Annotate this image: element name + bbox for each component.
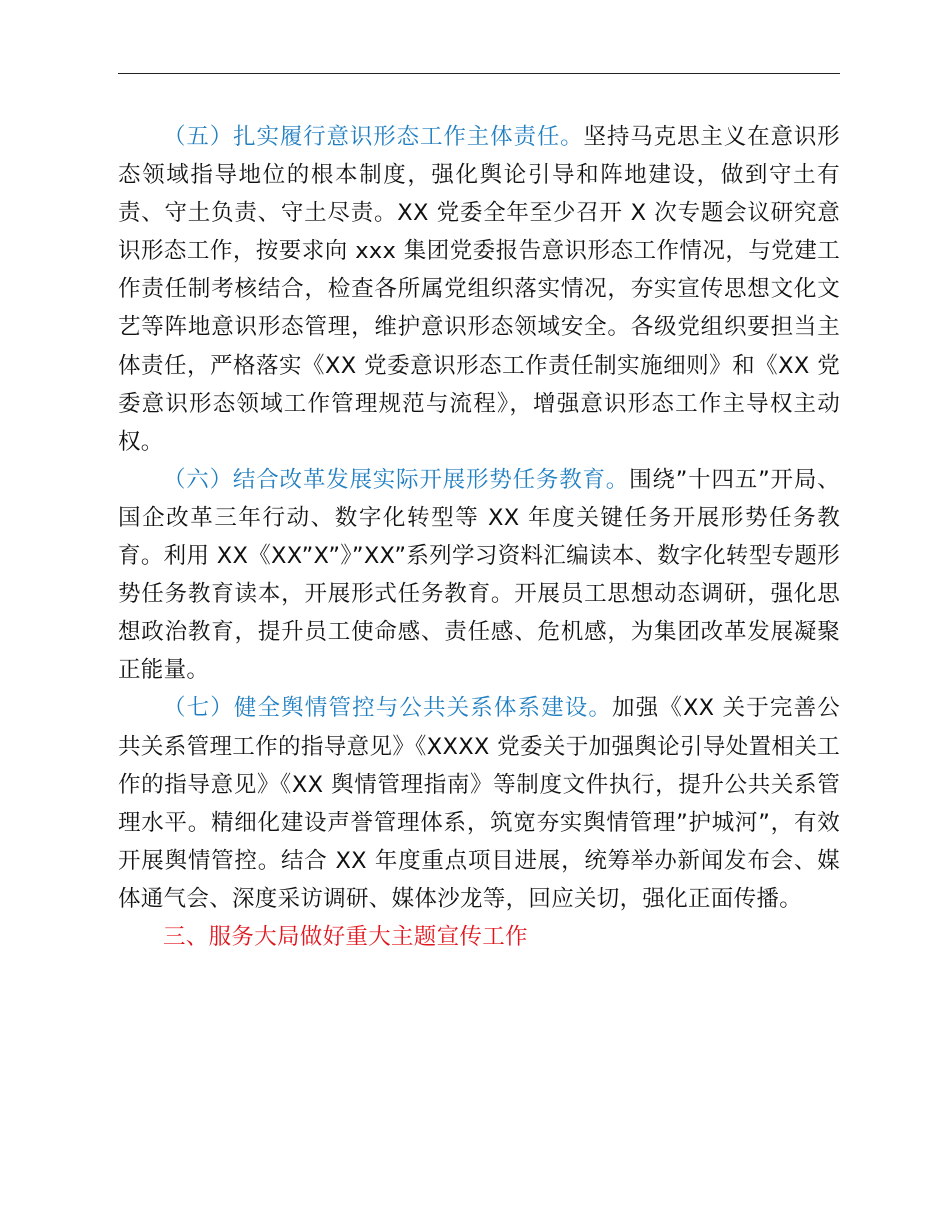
paragraph-six-lead: （六）结合改革发展实际开展形势任务教育。 — [163, 466, 630, 493]
paragraph-five-lead: （五）扎实履行意识形态工作主体责任。 — [163, 124, 584, 150]
header-rule — [118, 73, 840, 74]
paragraph-five-body: 坚持马克思主义在意识形态领域指导地位的根本制度，强化舆论引导和阵地建设，做到守土有责、守土负责、守土尽责。XX 党委全年至少召开 X 次专题会议研究意识形态工作，按要求向 xxx 集团党委报告意识形态工作情况，与党建工作责任制考核结合，检查各所属党组织落实情况，夯实宣传思想文化文艺等阵地意识形态管理，维护意识形态领域安全。各级党组织要担当主体责任，严格落实《XX 党委意识形态工作责任制实施细则》和《XX 党委意识形态领域工作管理规范与流程》，增强意识形态工作主导权主动权。 — [118, 124, 840, 455]
paragraph-five — [118, 118, 840, 461]
paragraph-seven-lead: （七）健全舆情管控与公共关系体系建设。 — [163, 695, 613, 722]
document-body — [118, 118, 840, 956]
paragraph-six — [118, 461, 840, 690]
paragraph-six-body: 围绕”十四五”开局、国企改革三年行动、数字化转型等 XX 年度关键任务开展形势任务教育。利用 XX《XX”X”》”XX”系列学习资料汇编读本、数字化转型专题形势任务教育读本，开展形式任务教育。开展员工思想动态调研，强化思想政治教育，提升员工使命感、责任感、危机感，为集团改革发展凝聚正能量。 — [118, 466, 840, 684]
paragraph-seven — [118, 689, 840, 918]
section-heading: 三、服务大局做好重大主题宣传工作 — [163, 923, 528, 950]
paragraph-seven-body: 加强《XX 关于完善公共关系管理工作的指导意见》《XXXX 党委关于加强舆论引导处置相关工作的指导意见》《XX 舆情管理指南》等制度文件执行，提升公共关系管理水平。精细化建设声誉管理体系，筑宽夯实舆情管理”护城河”，有效开展舆情管控。结合 XX 年度重点项目进展，统筹举办新闻发布会、媒体通气会、深度采访调研、媒体沙龙等，回应关切，强化正面传播。 — [118, 695, 840, 912]
